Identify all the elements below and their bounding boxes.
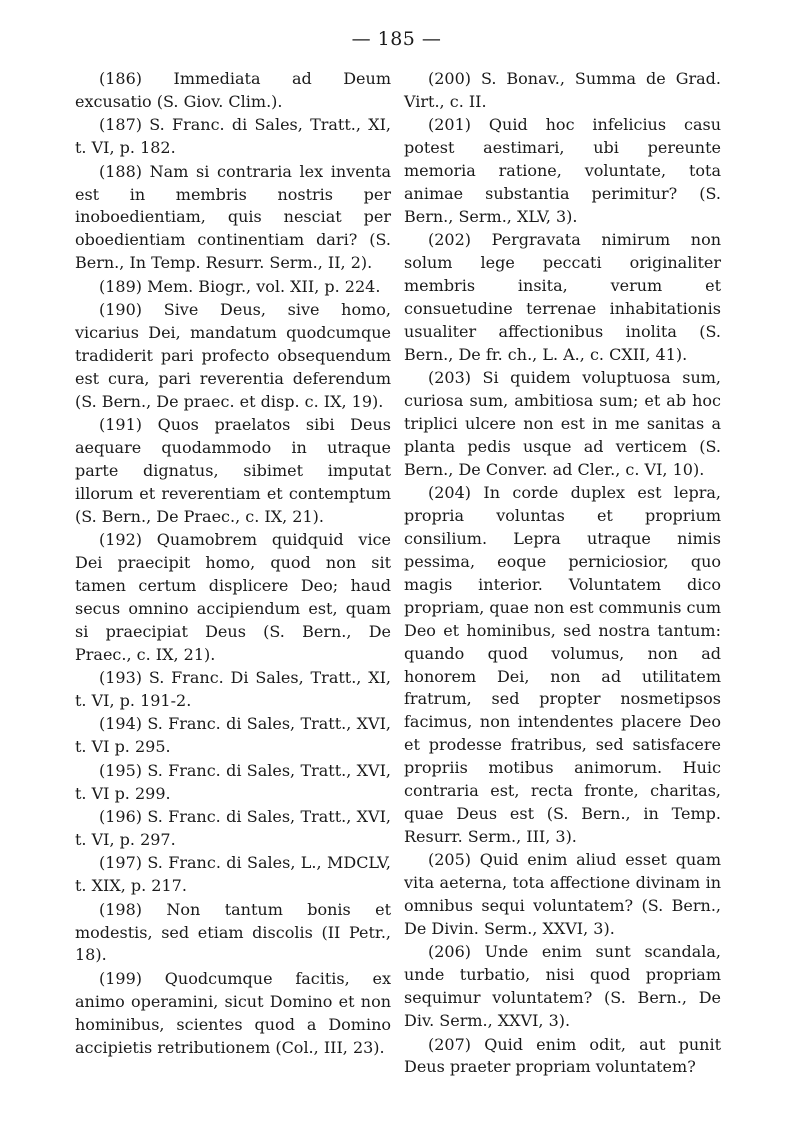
left-column <box>75 68 391 1059</box>
footnote-198: (198) Non tantum bonis et modestis, sed etiam discolis (II Petr., 18). <box>75 899 391 965</box>
page-number: — 185 — <box>351 28 442 50</box>
footnote-188: (188) Nam si contraria lex inventa est in membris nostris per inoboedientiam, quis nesciat per oboedientiam continentiam dari? (S. Bern., In Temp. Resurr. Serm., II, 2). <box>75 161 391 273</box>
footnote-197: (197) S. Franc. di Sales, L., MDCLV, t. XIX, p. 217. <box>75 853 391 896</box>
footnote-189: (189) Mem. Biogr., vol. XII, p. 224. <box>99 276 381 296</box>
footnote-204: (204) In corde duplex est lepra, propria voluntas et proprium consilium. Lepra utraque nimis pessima, eoque perniciosior, quo magis interior. Voluntatem dico propriam, quae non est communis cum Deo et hominibus, sed nostra tantum: quando quod volumus, non ad honorem Dei, non ad utilitatem fratrum, sed propter nosmetipsos facimus, non intendentes placere Deo et prodesse fratribus, sed satisfacere propriis motibus animorum. Huic contraria est, recta fronte, charitas, quae Deus est (S. Bern., in Temp. Resurr. Serm., III, 3). <box>404 483 721 846</box>
footnote-201: (201) Quid hoc infelicius casu potest aestimari, ubi pereunte memoria ratione, voluntate, tota animae substantia perimitur? (S. Bern., Serm., XLV, 3). <box>404 115 721 226</box>
footnote-203: (203) Si quidem voluptuosa sum, curiosa sum, ambitiosa sum; et ab hoc triplici ulcere non est in me sanitas a planta pedis usque ad verticem (S. Bern., De Conver. ad Cler., c. VI, 10). <box>404 368 721 479</box>
footnote-196: (196) S. Franc. di Sales, Tratt., XVI, t. VI, p. 297. <box>75 807 391 849</box>
right-column <box>404 68 721 1079</box>
footnote-190: (190) Sive Deus, sive homo, vicarius Dei, mandatum quodcumque tradiderit pari profecto obsequendum est cura, pari reverentia deferendum (S. Bern., De praec. et disp. c. IX, 19). <box>75 300 391 411</box>
footnote-195: (195) S. Franc. di Sales, Tratt., XVI, t. VI p. 299. <box>75 760 391 803</box>
footnote-192: (192) Quamobrem quidquid vice Dei praecipit homo, quod non sit tamen certum displicere Deo; haud secus omnino accipiendum est, quam si praecipiat Deus (S. Bern., De Praec., c. IX, 21). <box>75 530 391 664</box>
footnote-199: (199) Quodcumque facitis, ex animo operamini, sicut Domino et non hominibus, scientes quod a Domino accipietis retributionem (Col., III, 23). <box>75 968 391 1057</box>
footnote-206: (206) Unde enim sunt scandala, unde turbatio, nisi quod propriam sequimur voluntatem? (S. Bern., De Div. Serm., XXVI, 3). <box>404 942 721 1031</box>
footnote-194: (194) S. Franc. di Sales, Tratt., XVI, t. VI p. 295. <box>75 714 391 757</box>
footnote-205: (205) Quid enim aliud esset quam vita aeterna, tota affectione divinam in omnibus sequi voluntatem? (S. Bern., De Divin. Serm., XXVI, 3). <box>404 850 721 939</box>
footnote-191: (191) Quos praelatos sibi Deus aequare quodammodo in utraque parte dignatus, sibimet imputat illorum et reverentiam et contemptum (S. Bern., De Praec., c. IX, 21). <box>75 415 391 526</box>
footnote-193: (193) S. Franc. Di Sales, Tratt., XI, t. VI, p. 191-2. <box>75 668 391 710</box>
footnote-202: (202) Pergravata nimirum non solum lege peccati originaliter membris insita, verum et consuetudine terrenae inhabitationis usualiter affectionibus inolita (S. Bern., De fr. ch., L. A., c. CXII, 41). <box>404 230 721 364</box>
footnote-207: (207) Quid enim odit, aut punit Deus praeter propriam voluntatem? <box>404 1034 721 1077</box>
footnote-186: (186) Immediata ad Deum excusatio (S. Giov. Clim.). <box>75 69 391 111</box>
footnote-200: (200) S. Bonav., Summa de Grad. Virt., c. II. <box>404 69 721 111</box>
footnote-187: (187) S. Franc. di Sales, Tratt., XI, t. VI, p. 182. <box>75 115 391 158</box>
